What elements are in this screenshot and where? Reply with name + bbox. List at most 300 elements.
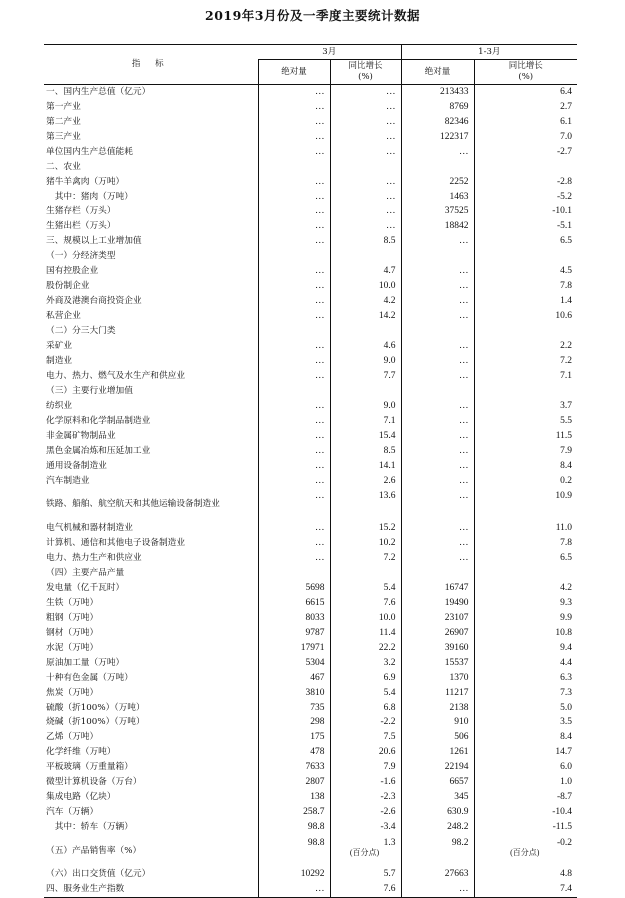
march-yoy-cell (330, 339, 401, 354)
march-yoy-cell-value: 10.2 (378, 537, 396, 548)
q1-yoy-cell (474, 566, 577, 581)
q1-yoy-cell-value: 4.2 (560, 582, 573, 593)
row-label (44, 551, 258, 566)
march-yoy-cell (330, 280, 401, 295)
q1-abs-cell-value: 1261 (449, 747, 469, 758)
row-label-value: 钢材（万吨） (46, 627, 99, 638)
q1-abs-cell-value: 2252 (449, 176, 469, 187)
march-yoy-cell (330, 821, 401, 836)
q1-yoy-cell (474, 686, 577, 701)
q1-abs-cell (401, 746, 474, 761)
row-label-value: 生猪存栏（万头） (46, 206, 116, 217)
q1-abs-cell (401, 339, 474, 354)
row-label (44, 459, 258, 474)
row-label (44, 474, 258, 489)
march-yoy-cell-value: 20.6 (378, 747, 396, 758)
row-label-value: 其中：猪肉（万吨） (46, 191, 133, 202)
table-row (44, 250, 577, 265)
march-abs-cell (258, 474, 330, 489)
q1-abs-cell-value: … (459, 552, 469, 563)
march-yoy-cell (330, 521, 401, 536)
table-row (44, 459, 577, 474)
march-yoy-cell-value: -3.4 (380, 822, 396, 833)
q1-yoy-cell (474, 821, 577, 836)
q1-abs-cell (401, 836, 474, 868)
table-row (44, 369, 577, 384)
table-row (44, 731, 577, 746)
row-label (44, 145, 258, 160)
table-row (44, 566, 577, 581)
march-abs-cell-value: … (315, 221, 325, 232)
march-yoy-cell (330, 369, 401, 384)
q1-abs-cell (401, 791, 474, 806)
march-yoy-cell (330, 656, 401, 671)
row-label (44, 429, 258, 444)
q1-abs-cell (401, 130, 474, 145)
march-yoy-cell (330, 746, 401, 761)
q1-abs-cell (401, 731, 474, 746)
table-row (44, 265, 577, 280)
march-abs-cell-value: … (315, 491, 325, 502)
row-label-value: 猪牛羊禽肉（万吨） (46, 176, 125, 187)
q1-yoy-cell-value: -8.7 (556, 792, 573, 803)
march-yoy-cell-value: … (386, 176, 396, 187)
march-abs-cell-value: 98.8 (307, 822, 325, 833)
q1-yoy-cell (474, 459, 577, 474)
q1-yoy-cell-value: -10.4 (552, 807, 573, 818)
q1-yoy-cell (474, 776, 577, 791)
row-label (44, 85, 258, 100)
q1-abs-cell-value: 8769 (449, 101, 469, 112)
march-abs-cell (258, 100, 330, 115)
march-abs-cell-value: … (315, 445, 325, 456)
q1-abs-cell-value: 506 (454, 732, 469, 743)
row-label-value: 发电量（亿千瓦时） (46, 582, 125, 593)
q1-abs-cell (401, 536, 474, 551)
q1-abs-cell-value: 23107 (444, 612, 469, 623)
march-abs-cell-value: … (315, 101, 325, 112)
row-label-value: 非金属矿物制品业 (46, 431, 116, 442)
row-label (44, 160, 258, 175)
march-abs-cell-value: … (315, 206, 325, 217)
march-yoy-cell (330, 384, 401, 399)
march-yoy-cell (330, 205, 401, 220)
q1-yoy-cell-value: 3.5 (560, 717, 573, 728)
march-abs-cell (258, 551, 330, 566)
march-yoy-cell-value: 8.5 (383, 236, 396, 247)
q1-abs-cell-value: 122317 (440, 131, 469, 142)
q1-yoy-cell (474, 100, 577, 115)
table-row (44, 656, 577, 671)
table-row (44, 596, 577, 611)
march-yoy-cell-value: 4.7 (383, 266, 396, 277)
row-label-value: 硫酸（折100%）（万吨） (46, 702, 145, 713)
march-abs-cell-value: 467 (310, 672, 325, 683)
row-label-value: 纺织业 (46, 401, 73, 412)
q1-yoy-cell-value: -5.1 (556, 221, 573, 232)
march-abs-cell (258, 731, 330, 746)
march-yoy-cell (330, 115, 401, 130)
q1-yoy-cell (474, 399, 577, 414)
march-yoy-cell-value: 15.2 (378, 522, 396, 533)
march-yoy-cell (330, 776, 401, 791)
march-yoy-cell (330, 791, 401, 806)
march-yoy-cell (330, 596, 401, 611)
q1-yoy-cell (474, 130, 577, 145)
row-label-value: 烧碱（折100%）（万吨） (46, 717, 145, 728)
march-abs-cell (258, 536, 330, 551)
q1-yoy-cell (474, 280, 577, 295)
march-yoy-cell-value: 6.8 (383, 702, 396, 713)
q1-abs-cell-value: 2138 (449, 702, 469, 713)
q1-abs-cell-value: 98.2 (451, 837, 469, 848)
statistics-table (44, 44, 577, 898)
q1-abs-cell (401, 566, 474, 581)
q1-abs-cell-value: 6657 (449, 777, 469, 788)
q1-abs-cell (401, 641, 474, 656)
q1-yoy-cell-value: -5.2 (556, 191, 573, 202)
q1-yoy-cell (474, 731, 577, 746)
q1-yoy-cell-value: 3.7 (560, 401, 573, 412)
row-label (44, 641, 258, 656)
march-abs-cell (258, 746, 330, 761)
q1-abs-cell-value: … (459, 146, 469, 157)
march-yoy-cell-value: 5.4 (383, 687, 396, 698)
q1-abs-cell-value: 630.9 (447, 807, 469, 818)
table-row (44, 325, 577, 340)
march-abs-cell-value: … (315, 236, 325, 247)
march-abs-cell (258, 190, 330, 205)
row-label-value: （五）产品销售率（%） (46, 845, 142, 856)
march-abs-cell (258, 821, 330, 836)
march-yoy-cell-value: 15.4 (378, 431, 396, 442)
march-yoy-cell-value: 5.4 (383, 582, 396, 593)
march-yoy-cell (330, 100, 401, 115)
q1-abs-cell (401, 369, 474, 384)
indicator-header: 指 标 (44, 45, 258, 85)
row-label-value: 采矿业 (46, 341, 73, 352)
row-label (44, 611, 258, 626)
table-row (44, 354, 577, 369)
row-label-value: 焦炭（万吨） (46, 687, 99, 698)
row-label (44, 656, 258, 671)
q1-yoy-cell-value: 4.8 (560, 869, 573, 880)
row-label-value: 十种有色金属（万吨） (46, 672, 133, 683)
march-yoy-cell-value: -1.6 (380, 777, 396, 788)
q1-yoy-cell (474, 671, 577, 686)
q1-yoy-cell (474, 295, 577, 310)
unit-note: (百分点) (510, 848, 540, 857)
row-label (44, 399, 258, 414)
march-yoy-cell-value: 10.0 (378, 281, 396, 292)
row-label-value: （二）分三大门类 (46, 326, 116, 337)
q1-abs-cell (401, 85, 474, 100)
march-abs-cell-value: … (315, 884, 325, 895)
row-label (44, 686, 258, 701)
q1-yoy-cell (474, 325, 577, 340)
march-yoy-cell-value: 2.6 (383, 475, 396, 486)
march-yoy-cell (330, 701, 401, 716)
march-yoy-cell (330, 686, 401, 701)
table-body (44, 85, 577, 898)
march-yoy-cell-value: 22.2 (378, 642, 396, 653)
march-abs-cell (258, 611, 330, 626)
q1-abs-cell (401, 399, 474, 414)
q1-abs-cell (401, 656, 474, 671)
row-label-value: 国有控股企业 (46, 266, 99, 277)
march-yoy-cell-value: 6.9 (383, 672, 396, 683)
march-abs-cell-value: … (315, 341, 325, 352)
march-abs-cell-value: … (315, 146, 325, 157)
row-label-value: 一、国内生产总值（亿元） (46, 86, 151, 97)
table-row (44, 399, 577, 414)
march-abs-cell-value: 17971 (300, 642, 325, 653)
row-label-value: 乙烯（万吨） (46, 732, 99, 743)
march-yoy-cell-value: 9.0 (383, 401, 396, 412)
q1-abs-cell (401, 776, 474, 791)
q1-abs-cell (401, 474, 474, 489)
q1-yoy-cell (474, 145, 577, 160)
march-yoy-cell (330, 641, 401, 656)
q1-yoy-cell-value: 9.3 (560, 597, 573, 608)
q1-yoy-cell (474, 716, 577, 731)
q1-abs-cell-value: … (459, 311, 469, 322)
q1-yoy-cell (474, 611, 577, 626)
q1-abs-cell-value: … (459, 884, 469, 895)
row-label (44, 566, 258, 581)
march-abs-cell (258, 656, 330, 671)
march-abs-cell (258, 444, 330, 459)
row-label-value: 化学原料和化学制品制造业 (46, 416, 151, 427)
march-abs-cell (258, 160, 330, 175)
q1-abs-cell (401, 686, 474, 701)
q1-abs-cell-value: … (459, 296, 469, 307)
q1-yoy-cell (474, 354, 577, 369)
q1-yoy-header: 同比增长 (%) (474, 60, 577, 85)
q1-yoy-cell-value: 10.8 (555, 627, 573, 638)
q1-yoy-cell (474, 250, 577, 265)
march-yoy-cell-value: 4.6 (383, 341, 396, 352)
row-label-value: 第一产业 (46, 101, 81, 112)
march-abs-cell-value: … (315, 416, 325, 427)
q1-abs-cell (401, 220, 474, 235)
q1-abs-cell-value: … (459, 341, 469, 352)
row-label (44, 806, 258, 821)
march-yoy-cell-value: … (386, 206, 396, 217)
march-yoy-cell (330, 399, 401, 414)
march-abs-cell-value: … (315, 176, 325, 187)
q1-yoy-cell-value: 7.4 (560, 884, 573, 895)
march-yoy-cell (330, 536, 401, 551)
march-yoy-cell (330, 85, 401, 100)
q1-abs-cell-value: … (459, 460, 469, 471)
march-abs-cell (258, 521, 330, 536)
march-yoy-cell (330, 671, 401, 686)
march-abs-cell (258, 220, 330, 235)
march-yoy-cell (330, 836, 401, 868)
row-label-value: 第三产业 (46, 131, 81, 142)
q1-abs-cell (401, 868, 474, 883)
q1-abs-cell (401, 145, 474, 160)
march-abs-cell-value: … (315, 401, 325, 412)
table-row (44, 746, 577, 761)
march-yoy-cell-value: … (386, 131, 396, 142)
q1-abs-cell (401, 821, 474, 836)
q1-yoy-cell (474, 220, 577, 235)
march-abs-cell-value: 735 (310, 702, 325, 713)
table-row (44, 551, 577, 566)
row-label (44, 280, 258, 295)
march-abs-cell (258, 339, 330, 354)
row-label-value: 铁路、船舶、航空航天和其他运输设备制造业 (46, 499, 220, 510)
row-label-value: 粗钢（万吨） (46, 612, 99, 623)
march-yoy-cell (330, 581, 401, 596)
march-yoy-cell-value: 5.7 (383, 869, 396, 880)
q1-abs-cell (401, 489, 474, 521)
march-yoy-cell-value: 11.4 (379, 627, 396, 638)
march-yoy-cell-value: 7.5 (383, 732, 396, 743)
march-yoy-cell-value: 7.2 (383, 552, 396, 563)
q1-yoy-cell-value: 6.5 (560, 552, 573, 563)
q1-yoy-cell-value: 8.4 (560, 732, 573, 743)
row-label (44, 671, 258, 686)
row-label-value: 三、规模以上工业增加值 (46, 236, 142, 247)
march-abs-cell (258, 85, 330, 100)
q1-abs-cell (401, 671, 474, 686)
row-label (44, 384, 258, 399)
row-label-value: 汽车（万辆） (46, 807, 99, 818)
q1-yoy-cell (474, 868, 577, 883)
march-yoy-cell (330, 130, 401, 145)
row-label (44, 836, 258, 868)
table-row (44, 100, 577, 115)
march-abs-cell-value: … (315, 296, 325, 307)
march-abs-cell (258, 716, 330, 731)
march-yoy-cell (330, 868, 401, 883)
row-label (44, 100, 258, 115)
row-label (44, 190, 258, 205)
q1-abs-cell (401, 175, 474, 190)
q1-abs-cell-value: 27663 (444, 869, 469, 880)
row-label-value: 水泥（万吨） (46, 642, 99, 653)
march-abs-cell-value: 298 (310, 717, 325, 728)
row-label (44, 626, 258, 641)
march-abs-cell (258, 596, 330, 611)
q1-abs-cell (401, 414, 474, 429)
march-yoy-cell-value: 10.0 (378, 612, 396, 623)
march-abs-cell-value: … (315, 266, 325, 277)
march-abs-cell (258, 145, 330, 160)
q1-yoy-cell-value: 4.4 (560, 657, 573, 668)
march-abs-cell (258, 369, 330, 384)
table-row (44, 414, 577, 429)
q1-yoy-cell-value: 2.7 (560, 101, 573, 112)
q1-abs-cell-value: 16747 (444, 582, 469, 593)
march-abs-cell-value: 138 (310, 792, 325, 803)
q1-abs-cell (401, 581, 474, 596)
march-abs-cell (258, 686, 330, 701)
row-label (44, 821, 258, 836)
march-yoy-cell (330, 310, 401, 325)
march-abs-cell-value: 3810 (305, 687, 325, 698)
table-row (44, 536, 577, 551)
q1-abs-cell-value: 345 (454, 792, 469, 803)
q1-yoy-cell-value: -2.8 (556, 176, 573, 187)
q1-yoy-cell (474, 160, 577, 175)
q1-yoy-cell (474, 384, 577, 399)
table-row (44, 160, 577, 175)
q1-abs-cell (401, 160, 474, 175)
q1-yoy-cell (474, 641, 577, 656)
row-label-value: 黑色金属冶炼和压延加工业 (46, 445, 151, 456)
march-abs-cell (258, 641, 330, 656)
march-abs-cell-value: 8033 (305, 612, 325, 623)
q1-abs-cell-value: 39160 (444, 642, 469, 653)
q1-abs-cell (401, 761, 474, 776)
march-abs-cell-value: 2807 (305, 777, 325, 788)
march-yoy-cell (330, 806, 401, 821)
row-label (44, 175, 258, 190)
row-label (44, 115, 258, 130)
q1-yoy-cell (474, 190, 577, 205)
march-yoy-cell (330, 489, 401, 521)
march-yoy-cell-value: 7.1 (383, 416, 396, 427)
row-label (44, 716, 258, 731)
table-row (44, 280, 577, 295)
table-row (44, 489, 577, 521)
march-yoy-cell (330, 295, 401, 310)
q1-yoy-cell (474, 626, 577, 641)
row-label-value: 计算机、通信和其他电子设备制造业 (46, 537, 185, 548)
row-label (44, 746, 258, 761)
q1-abs-cell-value: … (459, 281, 469, 292)
q1-yoy-cell-value: 10.6 (555, 311, 573, 322)
q1-yoy-cell (474, 474, 577, 489)
table-row (44, 701, 577, 716)
row-label (44, 310, 258, 325)
q1-yoy-cell (474, 235, 577, 250)
march-abs-cell-value: 6615 (305, 597, 325, 608)
q1-yoy-cell (474, 429, 577, 444)
q1-abs-cell (401, 265, 474, 280)
q1-abs-cell (401, 429, 474, 444)
row-label (44, 596, 258, 611)
q1-yoy-cell-value: -11.5 (552, 822, 573, 833)
q1-yoy-cell-value: 11.5 (555, 431, 573, 442)
q1-yoy-cell (474, 791, 577, 806)
table-row (44, 205, 577, 220)
table-row (44, 429, 577, 444)
table-row (44, 791, 577, 806)
table-row (44, 145, 577, 160)
march-yoy-header: 同比增长 (%) (330, 60, 401, 85)
march-abs-cell (258, 701, 330, 716)
table-row (44, 641, 577, 656)
march-abs-cell (258, 384, 330, 399)
march-yoy-cell (330, 731, 401, 746)
march-yoy-cell-value: 7.7 (383, 371, 396, 382)
q1-abs-cell-value: 18842 (444, 221, 469, 232)
march-yoy-cell-value: 14.1 (378, 460, 396, 471)
q1-abs-cell (401, 115, 474, 130)
row-label-value: 制造业 (46, 356, 73, 367)
march-abs-cell (258, 776, 330, 791)
q1-yoy-cell-value: 6.4 (560, 86, 573, 97)
q1-yoy-cell-value: 4.5 (560, 266, 573, 277)
march-yoy-cell-value: … (386, 221, 396, 232)
q1-yoy-cell-value: 5.5 (560, 416, 573, 427)
q1-yoy-cell-value: 14.7 (555, 747, 573, 758)
